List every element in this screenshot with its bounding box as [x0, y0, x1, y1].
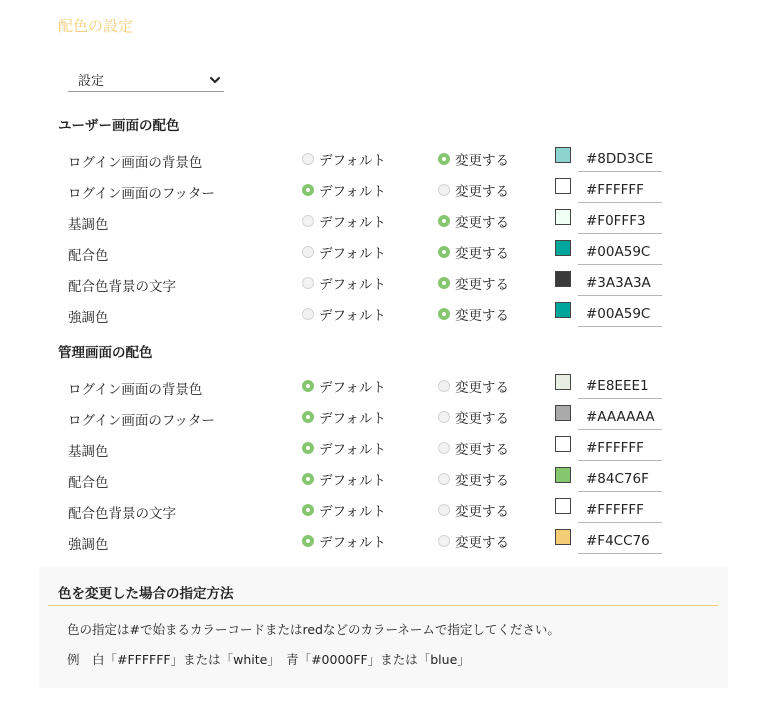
radio-custom[interactable]	[438, 378, 509, 394]
color-code-input[interactable]	[578, 147, 662, 172]
page-title: 配色の設定	[58, 17, 134, 35]
radio-circle[interactable]	[302, 504, 314, 516]
row-label: 配合色背景の文字	[68, 506, 176, 522]
row-label: 配合色	[68, 248, 109, 264]
radio-default[interactable]	[302, 151, 386, 167]
color-code-input[interactable]	[578, 405, 662, 430]
radio-default[interactable]	[302, 502, 386, 518]
radio-default[interactable]	[302, 409, 386, 425]
radio-label: 変更する	[455, 246, 509, 262]
settings-select-value: 設定	[78, 74, 105, 89]
radio-label: デフォルト	[319, 246, 386, 262]
color-code-input[interactable]	[578, 529, 662, 554]
radio-circle[interactable]	[302, 535, 314, 547]
radio-circle[interactable]	[302, 380, 314, 392]
color-setting-row	[0, 371, 770, 402]
color-swatch[interactable]	[555, 498, 571, 514]
color-code-input[interactable]	[578, 271, 662, 296]
radio-default[interactable]	[302, 306, 386, 322]
color-swatch[interactable]	[555, 467, 571, 483]
help-divider	[48, 605, 718, 606]
color-setting-row	[0, 299, 770, 330]
radio-label: 変更する	[455, 442, 509, 458]
radio-custom[interactable]	[438, 275, 509, 291]
row-label: ログイン画面のフッター	[68, 186, 215, 202]
radio-label: 変更する	[455, 153, 509, 169]
radio-label: デフォルト	[319, 215, 386, 231]
radio-circle[interactable]	[438, 535, 450, 547]
radio-label: デフォルト	[319, 380, 386, 396]
radio-circle[interactable]	[438, 411, 450, 423]
radio-label: 変更する	[455, 277, 509, 293]
radio-custom[interactable]	[438, 306, 509, 322]
radio-circle[interactable]	[302, 153, 314, 165]
row-label: 強調色	[68, 310, 109, 326]
radio-circle[interactable]	[302, 246, 314, 258]
radio-circle[interactable]	[302, 442, 314, 454]
radio-circle[interactable]	[438, 504, 450, 516]
color-code-input[interactable]	[578, 302, 662, 327]
color-swatch[interactable]	[555, 405, 571, 421]
help-panel	[39, 567, 728, 688]
color-setting-row	[0, 464, 770, 495]
color-setting-row	[0, 175, 770, 206]
color-swatch[interactable]	[555, 240, 571, 256]
color-code-input[interactable]	[578, 436, 662, 461]
color-code-input[interactable]	[578, 498, 662, 523]
radio-label: デフォルト	[319, 535, 386, 551]
row-label: ログイン画面のフッター	[68, 413, 215, 429]
color-code-input[interactable]	[578, 178, 662, 203]
radio-label: デフォルト	[319, 277, 386, 293]
radio-label: 変更する	[455, 504, 509, 520]
color-setting-row	[0, 268, 770, 299]
user-section-heading: ユーザー画面の配色	[58, 118, 180, 134]
radio-circle[interactable]	[438, 153, 450, 165]
radio-custom[interactable]	[438, 151, 509, 167]
radio-label: デフォルト	[319, 411, 386, 427]
radio-custom[interactable]	[438, 182, 509, 198]
radio-default[interactable]	[302, 244, 386, 260]
radio-label: 変更する	[455, 184, 509, 200]
radio-custom[interactable]	[438, 533, 509, 549]
radio-circle[interactable]	[302, 473, 314, 485]
radio-label: デフォルト	[319, 442, 386, 458]
radio-circle[interactable]	[438, 277, 450, 289]
color-setting-row	[0, 495, 770, 526]
radio-label: デフォルト	[319, 184, 386, 200]
radio-circle[interactable]	[438, 473, 450, 485]
radio-label: デフォルト	[319, 153, 386, 169]
row-label: 基調色	[68, 444, 109, 460]
color-code-input[interactable]	[578, 209, 662, 234]
settings-select[interactable]	[68, 68, 224, 92]
radio-custom[interactable]	[438, 409, 509, 425]
color-code-input[interactable]	[578, 467, 662, 492]
color-setting-row	[0, 526, 770, 557]
radio-default[interactable]	[302, 378, 386, 394]
radio-label: デフォルト	[319, 504, 386, 520]
color-swatch[interactable]	[555, 374, 571, 390]
color-code-input[interactable]	[578, 240, 662, 265]
chevron-down-icon	[208, 72, 222, 86]
radio-circle[interactable]	[438, 380, 450, 392]
radio-label: 変更する	[455, 473, 509, 489]
color-setting-row	[0, 144, 770, 175]
radio-circle[interactable]	[302, 411, 314, 423]
radio-circle[interactable]	[438, 246, 450, 258]
color-setting-row	[0, 402, 770, 433]
radio-circle[interactable]	[302, 308, 314, 320]
admin-section-heading: 管理画面の配色	[58, 345, 153, 361]
radio-default[interactable]	[302, 213, 386, 229]
color-swatch[interactable]	[555, 178, 571, 194]
radio-label: デフォルト	[319, 308, 386, 324]
radio-default[interactable]	[302, 440, 386, 456]
help-text-line-1: 色の指定は#で始まるカラーコードまたはredなどのカラーネームで指定してください。	[67, 622, 560, 637]
color-setting-row	[0, 206, 770, 237]
radio-custom[interactable]	[438, 502, 509, 518]
radio-default[interactable]	[302, 471, 386, 487]
radio-label: 変更する	[455, 215, 509, 231]
color-swatch[interactable]	[555, 302, 571, 318]
radio-default[interactable]	[302, 533, 386, 549]
radio-custom[interactable]	[438, 471, 509, 487]
radio-label: 変更する	[455, 308, 509, 324]
radio-custom[interactable]	[438, 213, 509, 229]
color-swatch[interactable]	[555, 529, 571, 545]
radio-circle[interactable]	[438, 442, 450, 454]
row-label: ログイン画面の背景色	[68, 382, 203, 398]
color-setting-row	[0, 237, 770, 268]
color-swatch[interactable]	[555, 436, 571, 452]
row-label: 基調色	[68, 217, 109, 233]
radio-custom[interactable]	[438, 244, 509, 260]
color-swatch[interactable]	[555, 209, 571, 225]
row-label: 配合色背景の文字	[68, 279, 176, 295]
color-setting-row	[0, 433, 770, 464]
radio-label: 変更する	[455, 380, 509, 396]
radio-circle[interactable]	[438, 308, 450, 320]
color-swatch[interactable]	[555, 271, 571, 287]
radio-default[interactable]	[302, 275, 386, 291]
radio-circle[interactable]	[302, 184, 314, 196]
radio-circle[interactable]	[302, 215, 314, 227]
radio-default[interactable]	[302, 182, 386, 198]
radio-label: デフォルト	[319, 473, 386, 489]
radio-circle[interactable]	[438, 215, 450, 227]
row-label: 強調色	[68, 537, 109, 553]
radio-label: 変更する	[455, 411, 509, 427]
row-label: 配合色	[68, 475, 109, 491]
row-label: ログイン画面の背景色	[68, 155, 203, 171]
help-title: 色を変更した場合の指定方法	[58, 586, 234, 602]
help-text-line-2: 例 白「#FFFFFF」または「white」 青「#0000FF」または「blue」	[67, 652, 470, 667]
radio-label: 変更する	[455, 535, 509, 551]
radio-custom[interactable]	[438, 440, 509, 456]
color-code-input[interactable]	[578, 374, 662, 399]
color-swatch[interactable]	[555, 147, 571, 163]
radio-circle[interactable]	[438, 184, 450, 196]
radio-circle[interactable]	[302, 277, 314, 289]
